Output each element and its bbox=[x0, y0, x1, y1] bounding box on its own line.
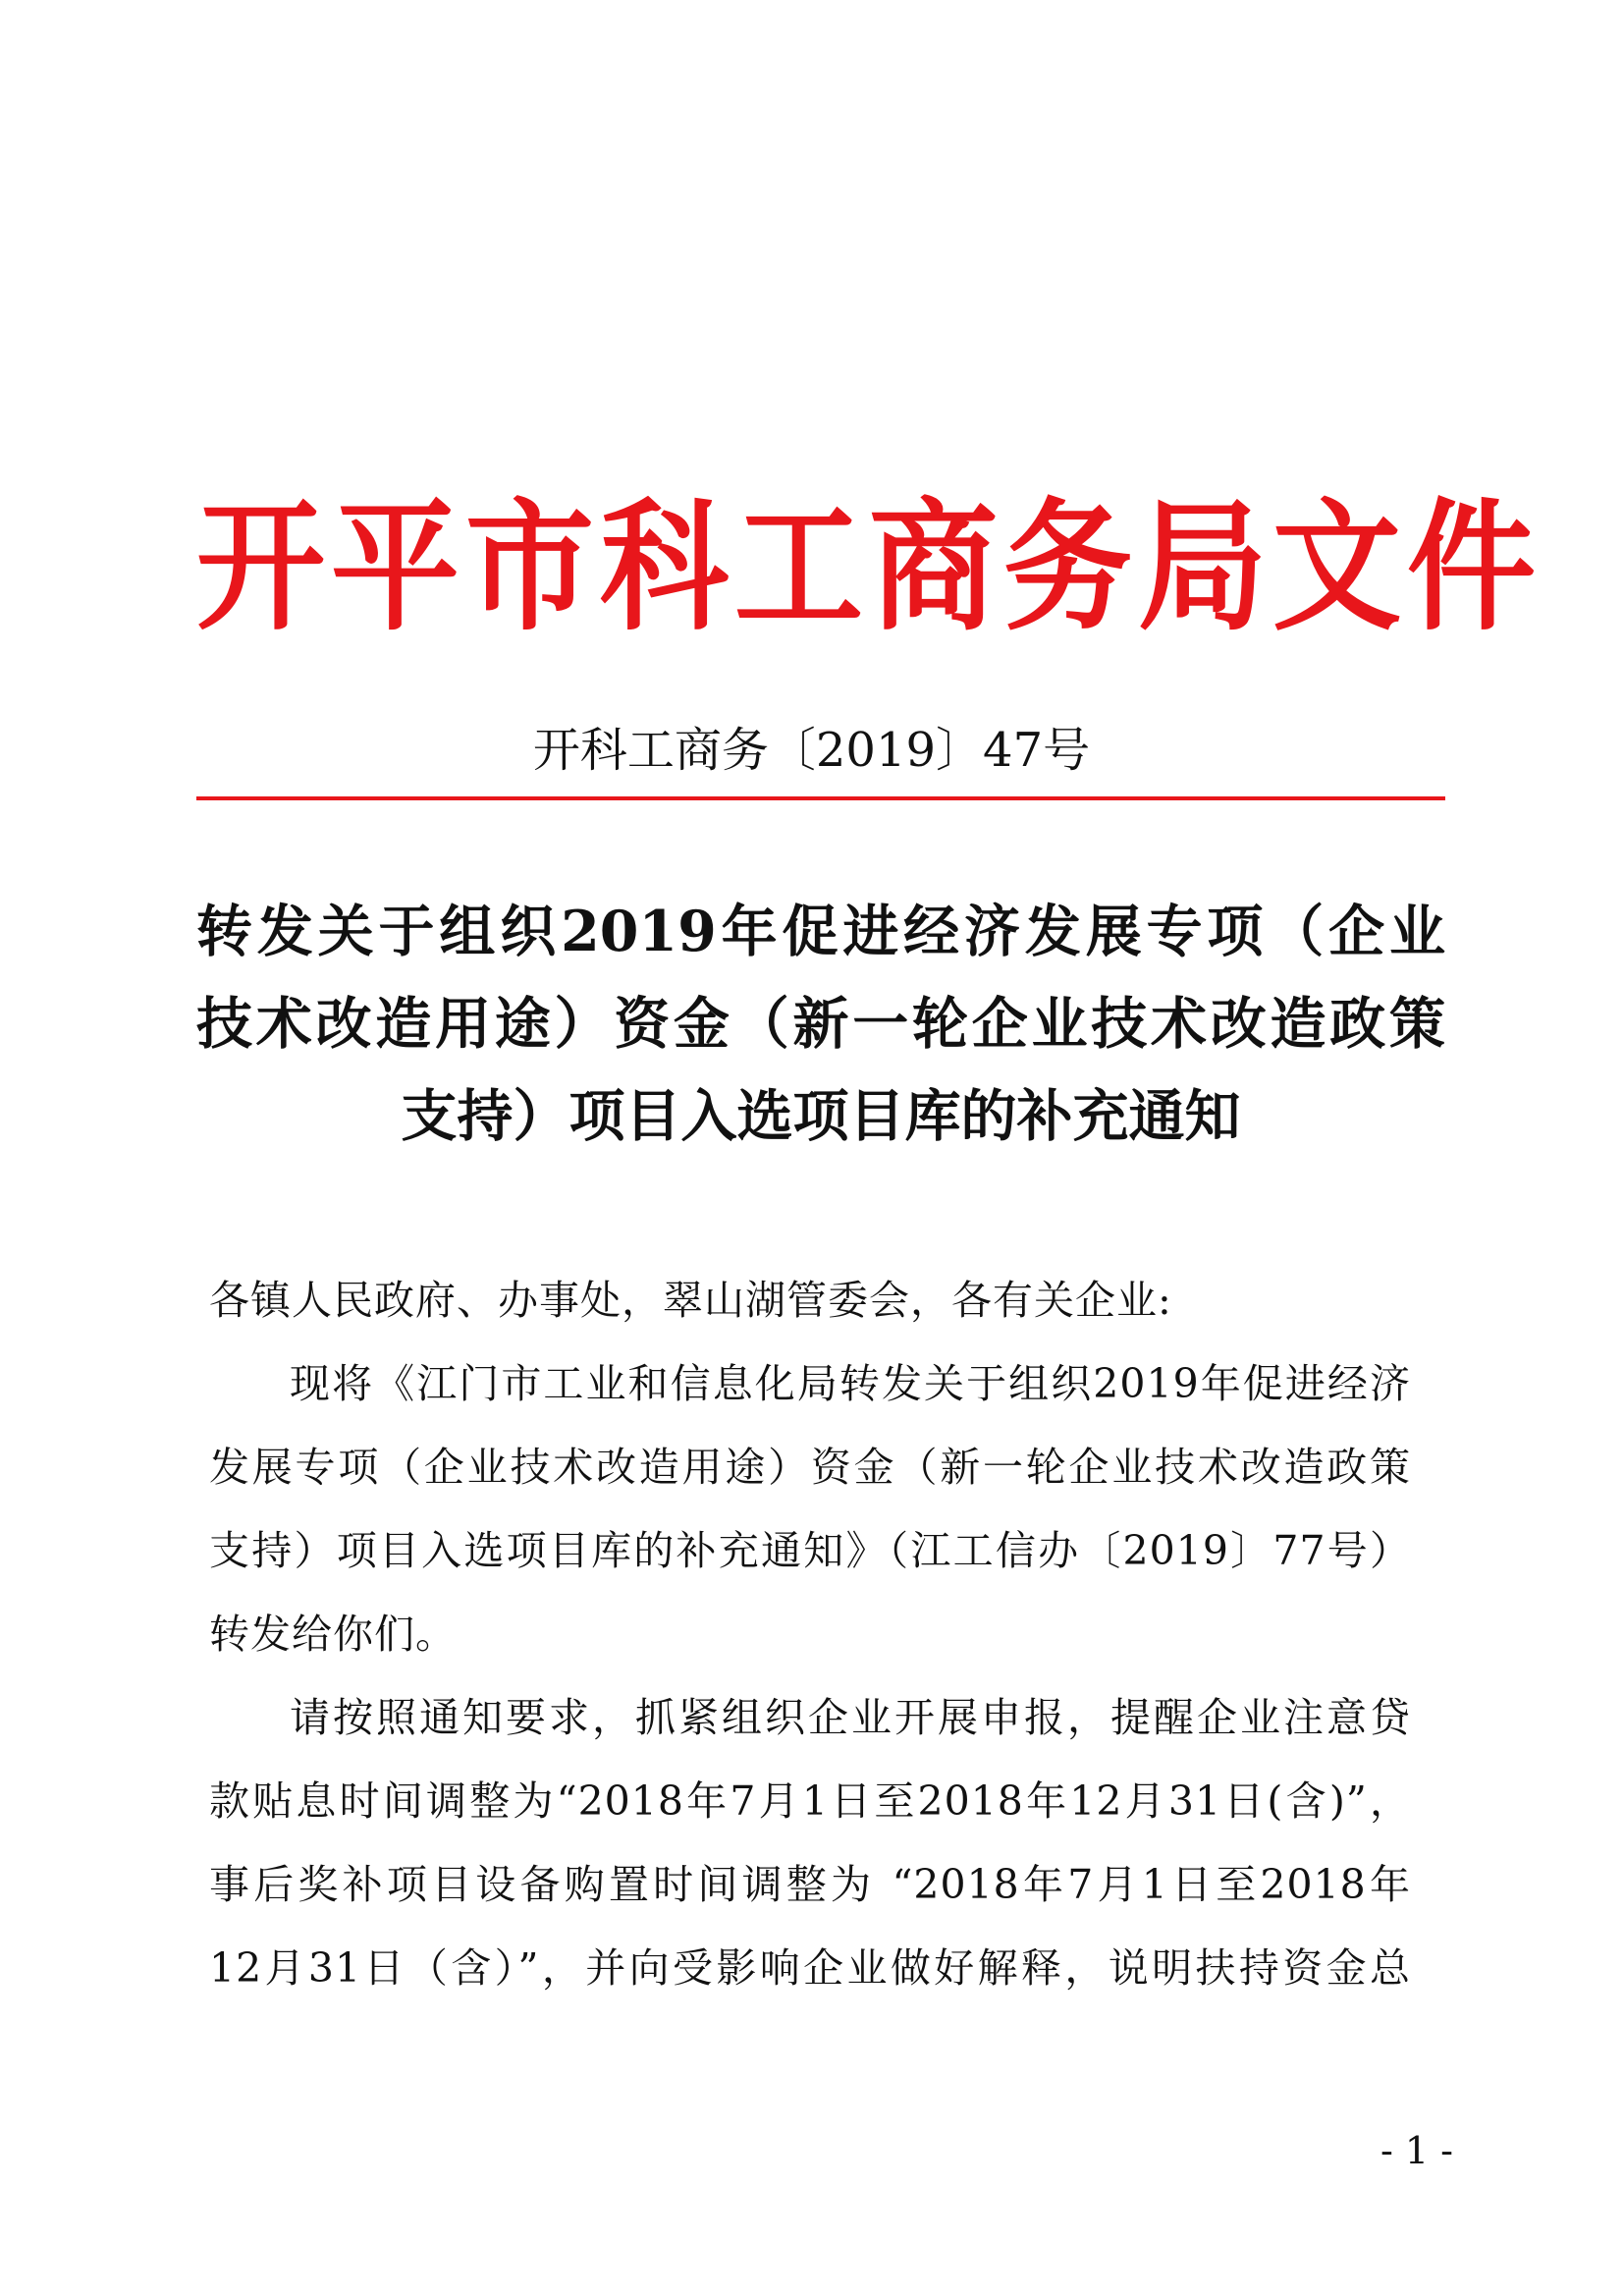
body-line: 转发给你们。 bbox=[209, 1611, 457, 1658]
body-line: 发展专项（企业技术改造用途）资金（新一轮企业技术改造政策 bbox=[209, 1444, 1411, 1491]
page-number: - 1 - bbox=[1380, 2129, 1453, 2172]
body-line: 12月31日（含）”，并向受影响企业做好解释，说明扶持资金总 bbox=[209, 1944, 1411, 1992]
body-line: 事后奖补项目设备购置时间调整为 “2018年7月1日至2018年 bbox=[209, 1861, 1411, 1908]
salutation: 各镇人民政府、办事处，翠山湖管委会，各有关企业: bbox=[209, 1277, 1172, 1324]
document-number: 开科工商务〔2019〕47号 bbox=[532, 723, 1091, 778]
document-title bbox=[196, 886, 1445, 1163]
title-line: 转发关于组织2019年促进经济发展专项（企业 bbox=[196, 899, 1445, 964]
title-line: 支持）项目入选项目库的补充通知 bbox=[401, 1083, 1241, 1149]
document-body bbox=[209, 1259, 1411, 2010]
title-line: 技术改造用途）资金（新一轮企业技术改造政策 bbox=[196, 991, 1445, 1057]
body-line: 请按照通知要求，抓紧组织企业开展申报，提醒企业注意贷 bbox=[290, 1694, 1411, 1741]
issuer-title: 开平市科工商务局文件 bbox=[196, 484, 1542, 650]
body-line: 现将《江门市工业和信息化局转发关于组织2019年促进经济 bbox=[290, 1360, 1411, 1407]
red-divider bbox=[196, 796, 1445, 800]
body-line: 支持）项目入选项目库的补充通知》（江工信办〔2019〕77号） bbox=[209, 1527, 1411, 1574]
body-line: 款贴息时间调整为“2018年7月1日至2018年12月31日(含)”， bbox=[209, 1777, 1411, 1825]
